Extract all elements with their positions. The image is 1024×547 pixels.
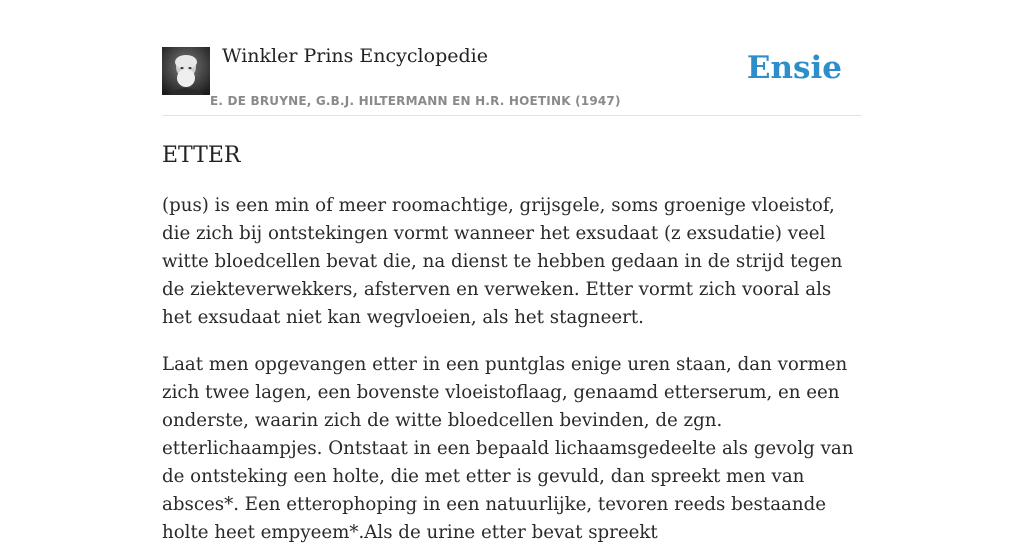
source-header (162, 0, 862, 116)
article-paragraph: (pus) is een min of meer roomachtige, grijsgele, soms groenige vloeistof, die zich bij ontstekingen vormt wanneer het exsudaat (z exsudatie) veel witte bloedcellen bevat die, na dienst te hebben gedaan in de strijd tegen de ziekteverwekkers, afsterven en verweken. Etter vormt zich vooral als het exsudaat niet kan wegvloeien, als het stagneert. (162, 195, 843, 328)
article-container (162, 0, 862, 547)
article-paragraph: Laat men opgevangen etter in een puntglas enige uren staan, dan vormen zich twee lagen, een bovenste vloeistoflaag, genaamd etterserum, en een onderste, waarin zich de witte bloedcellen bevinden, de zgn. etterlichaampjes. Ontstaat in een bepaald lichaamsgedeelte als gevolg van de ontsteking een holte, die met etter is gevuld, dan spreekt men van absces*. Een etterophoping in een natuurlijke, tevoren reeds bestaande holte heet empyeem*.Als de urine etter bevat spreekt (162, 354, 854, 543)
source-title[interactable]: Winkler Prins Encyclopedie (222, 45, 488, 67)
article-title: ETTER (162, 143, 241, 168)
portrait-photo-icon (162, 47, 210, 95)
brand-logo[interactable]: Ensie (746, 50, 842, 86)
source-authors: E. DE BRUYNE, G.B.J. HILTERMANN EN H.R. HOETINK (1947) (210, 94, 621, 108)
avatar[interactable] (162, 47, 210, 95)
